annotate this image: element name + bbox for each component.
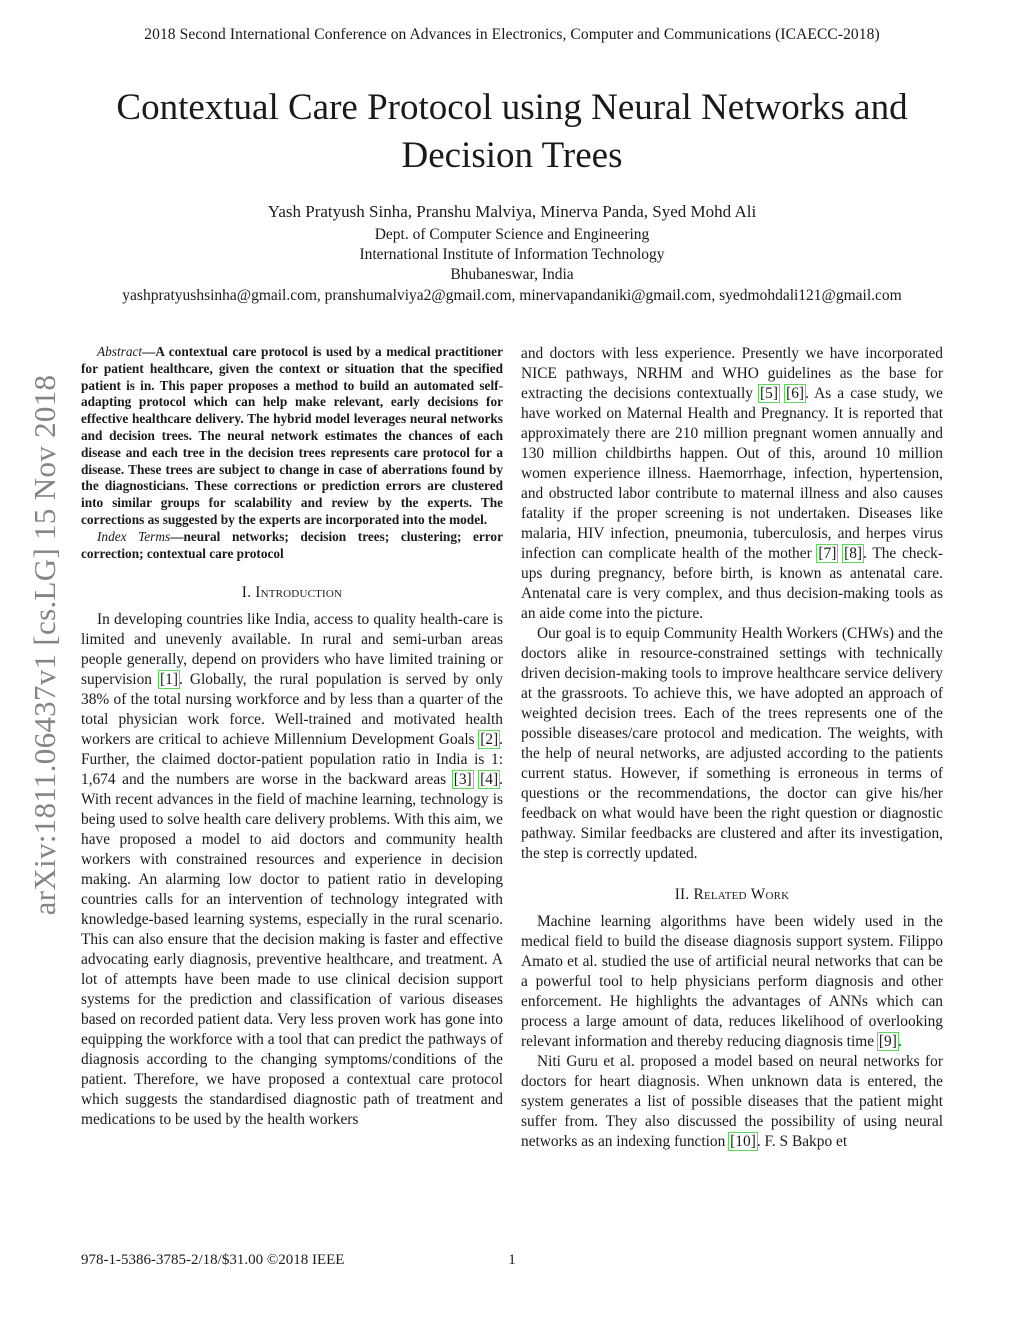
section-heading-introduction: [81, 584, 503, 602]
affiliation-dept: Dept. of Computer Science and Engineering: [374, 226, 650, 243]
citation-link[interactable]: [2]: [480, 731, 499, 749]
affiliation-institute: International Institute of Information Technology: [359, 246, 665, 263]
text-run: . Globally, the rural population is served by only 38% of the total nursing workforce and by less than a quarter of the total physician work force. Well-trained and motivated health workers are critical to achieve Millennium Development Goals: [81, 671, 503, 749]
index-terms-label: Index Terms: [97, 528, 171, 544]
index-terms: [81, 529, 503, 563]
citation-link[interactable]: [3]: [453, 771, 472, 789]
citation-link[interactable]: [1]: [160, 671, 178, 689]
section-title-initial: R: [693, 886, 704, 903]
section-title-rest: ork: [765, 886, 790, 903]
citation-link[interactable]: [4]: [480, 771, 499, 789]
left-column: [81, 344, 503, 1130]
abstract-text: —A contextual care protocol is used by a medical practitioner for patient healthcare, given the context or situation that the specified patient is in. This paper proposes a method to build an automated self-adapting protocol which can help make relevant, early decisions for effective healthcare delivery. The hybrid model leverages neural networks and decision trees. The neural network estimates the chances of each disease and each tree in the decision trees represents care protocol for a disease. These trees are subject to change in case of aberrations found by the diagnosticians. These corrections or prediction errors are clustered into similar groups for scalability and review by the experts. The corrections as suggested by the experts are incorporated into the model.: [81, 344, 503, 527]
page-number: 1: [508, 1252, 516, 1268]
citation-link[interactable]: [6]: [786, 385, 805, 402]
paper-title: Contextual Care Protocol using Neural Networks and Decision Trees: [116, 87, 908, 176]
citation-link[interactable]: [10]: [730, 1133, 756, 1150]
section-number: I.: [241, 584, 252, 602]
intro-paragraph-2: Our goal is to equip Community Health Workers (CHWs) and the doctors alike in resource-constrained settings with technically driven decision-making tools to improve healthcare service delivery at the grassroots. To achieve this, we have adopted an approach of weighted decision trees. Each of the trees represents one of the possible diseases/care protocol and medication. The weights, with the help of neural networks, are adjusted according to the patients current status. However, if something is erroneous in terms of questions or the recommendations, the doctor can give his/her feedback on what would have been the right question or diagnostic pathway. Similar feedbacks are clustered and after its investigation, the step is correctly updated.: [521, 625, 943, 862]
copyright-footer: 978-1-5386-3785-2/18/$31.00 ©2018 IEEE: [81, 1252, 345, 1268]
index-terms-text: —neural networks; decision trees; clustering; error correction; contextual care protocol: [81, 528, 503, 561]
citation-link[interactable]: [7]: [818, 545, 837, 562]
text-run: . The check-ups during pregnancy, before birth, is known as antenatal care. Antenatal care is very complex, and thus decision-making tools as an aide come into the picture.: [521, 545, 943, 622]
section-title-rest: elated: [703, 886, 751, 903]
text-run: Niti Guru et al. proposed a model based on neural networks for doctors for heart diagnosis. When unknown data is entered, the system generates a list of possible diseases that the patient might suffer from. They also discussed the possibility of using neural networks as an indexing function: [521, 1053, 943, 1150]
section-title-initial: W: [750, 886, 766, 903]
right-column: [521, 344, 943, 1152]
text-run: . F. S Bakpo et: [756, 1133, 848, 1150]
text-run: and doctors with less experience. Presently we have incorporated NICE pathways, NRHM and WHO guidelines as the base for extracting the decisions contextually: [521, 345, 943, 402]
text-run: Machine learning algorithms have been widely used in the medical field to build the disease diagnosis support system. Filippo Amato et al. studied the use of artificial neural networks that can be a powerful tool to help physicians perform diagnosis and other enforcement. He highlights the advantages of ANNs which can process a large amount of data, reduces likelihood of overlooking relevant information and thereby reducing diagnosis time: [521, 913, 943, 1050]
section-heading-related-work: [521, 886, 943, 904]
abstract: [81, 344, 503, 529]
conference-header: 2018 Second International Conference on Advances in Electronics, Computer and Communications (ICAECC-2018): [144, 26, 880, 43]
text-run: .: [897, 1033, 902, 1050]
author-list: Yash Pratyush Sinha, Pranshu Malviya, Minerva Panda, Syed Mohd Ali: [267, 202, 757, 221]
arxiv-stamp: arXiv:1811.06437v1 [cs.LG] 15 Nov 2018: [27, 374, 62, 916]
abstract-label: Abstract: [97, 344, 143, 359]
text-run: . With recent advances in the field of machine learning, technology is being used to solve health care delivery problems. With this aim, we have proposed a model to aid doctors and community health workers with constrained resources and experience in decision making. An alarming low doctor to patient ratio in developing countries calls for an intervention of technology integrated with knowledge-based learning systems, especially in the rural scenario. This can also ensure that the decision making is faster and effective advocating early diagnosis, preventive healthcare, and treatment. A lot of attempts have been made to use clinical decision support systems for the prediction and classification of various diseases based on recorded patient data. Very less proven work has gone into equipping the workforce with a tool that can predict the pathways of diagnosis according to the changing symptoms/conditions of the patient. Therefore, we have proposed a contextual care protocol which suggests the standardised diagnostic path of treatment and medications to be used by the health workers: [81, 771, 503, 1129]
text-run: In developing countries like India, access to quality health-care is limited and unevenly available. In rural and semi-urban areas people generally, depend on providers who have limited training or supervision: [81, 611, 503, 689]
related-paragraph-2: [521, 1052, 943, 1152]
citation-link[interactable]: [5]: [760, 385, 778, 402]
intro-paragraph-1: [81, 610, 503, 1130]
citation-link[interactable]: [8]: [844, 545, 863, 562]
intro-paragraph-1-continued: [521, 344, 943, 624]
section-title-rest: ntroduction: [260, 584, 343, 602]
citation-link[interactable]: [9]: [878, 1033, 897, 1050]
text-run: . Further, the claimed doctor-patient population ratio in India is 1: 1,674 and the numbers are worse in the backward areas: [81, 731, 503, 789]
text-run: . As a case study, we have worked on Maternal Health and Pregnancy. It is reported that approximately there are 210 million pregnant women annually and 130 million childbirths happen. Out of this, around 10 million women experience illness. Haemorrhage, infection, hypertension, and obstructed labor contribute to maternal illness and also causes fatality if the proper screening is not undertaken. Diseases like malaria, HIV infection, pneumonia, tuberculosis, and herpes virus infection can complicate health of the mother: [521, 385, 943, 562]
related-paragraph-1: [521, 912, 943, 1052]
section-title-initial: I: [255, 584, 261, 602]
author-emails: yashpratyushsinha@gmail.com, pranshumalviya2@gmail.com, minervapandaniki@gmail.com, syedmohdali121@gmail.com: [122, 287, 902, 304]
affiliation-location: Bhubaneswar, India: [450, 266, 574, 283]
section-number: II.: [674, 886, 690, 903]
